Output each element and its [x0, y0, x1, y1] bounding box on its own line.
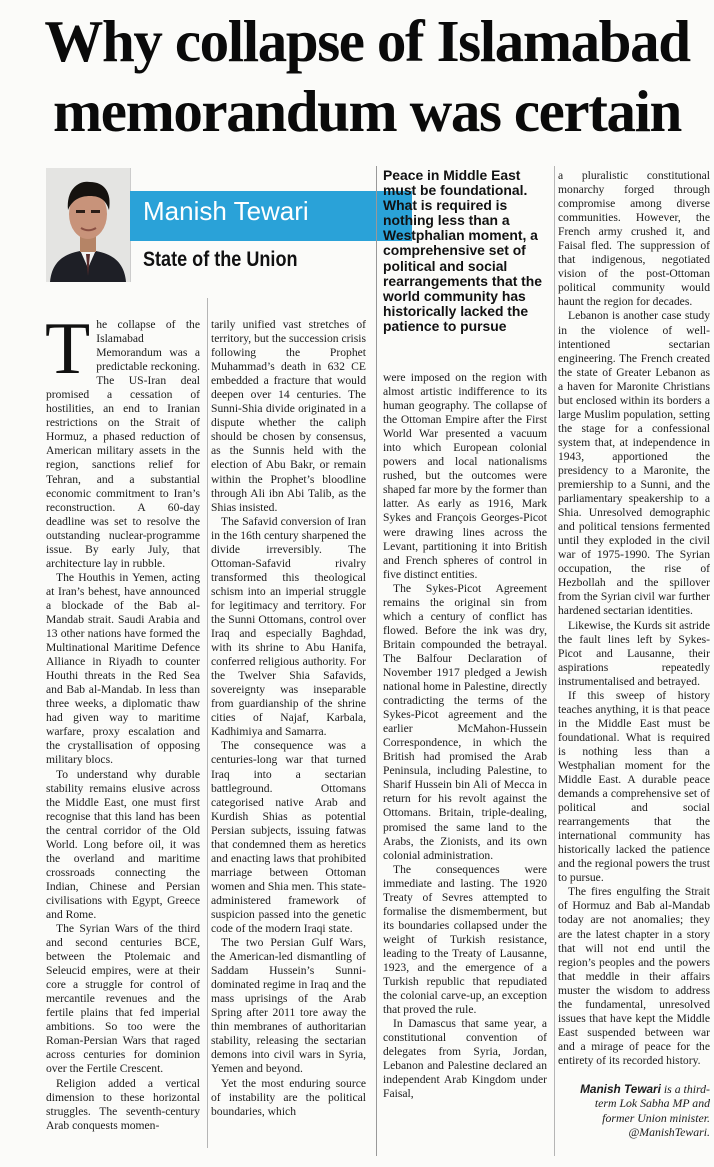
article-paragraph-continued: were imposed on the region with almost artistic indifference to its human geography. The collapse of the Ottoman Empire after the First World War presented a vacuum into which European colonial powers and local nationalisms rushed, but the outcomes were shaped far more by the former than latter. As early as 1916, Mark Sykes and François Georges-Picot were drawing lines across the Levant, partitioning it into British and French spheres of control in five distinct entities.	[383, 371, 547, 581]
article-paragraph: To understand why durable stability remains elusive across the Middle East, one must first recognise that this land has been the central corridor of the Old World. Long before oil, it was the overland and maritime crossroads connecting the Indian, Chinese and Persian civilisations with Egypt, Greece and Rome.	[46, 767, 200, 921]
article-column-3	[383, 371, 547, 1101]
article-paragraph: The Houthis in Yemen, acting at Iran’s behest, have announced a blockade of the Bab al-Mandab strait. Saudi Arabia and 13 other nations have formed the Multinational Maritime Defence Alliance in Riyadh to counter Houthi threats in the Red Sea and Bab al-Mandab. In less than three weeks, a diplomatic thaw had given way to maritime warfare, proxy escalation and the crystallisation of opposing military blocs.	[46, 570, 200, 767]
article-paragraph: The collapse of the Islamabad Memorandum was a predictable reckoning. The US-Iran deal promised a cessation of hostilities, an end to Iranian restrictions on the Strait of Hormuz, a phased reduction of American military assets in the region, sanctions relief for Tehran, and a substantial economic commitment to Iran’s reconstruction. A 60-day deadline was set to resolve the outstanding nuclear-programme issue. By early July, that architecture lay in rubble.	[45, 308, 200, 570]
article-paragraph	[46, 1077, 200, 1133]
signature-bio: is a third-term Lok Sabha MP and former Union minister.	[594, 1082, 710, 1125]
pull-quote: Peace in Middle East must be foundational. What is required is nothing less than a Westphalian moment, a comprehensive set of political and social rearrangements that the world community has historically lacked the patience to pursue	[383, 167, 543, 334]
article-paragraph: The Syrian Wars of the third and second centuries BCE, between the Ptolemaic and Seleucid empires, were at their core a struggle for control of mercantile revenues and the fertile plains that fed imperial ambitions. So too were the Roman-Persian Wars that raged across centuries for dominion over the Fertile Crescent.	[46, 922, 200, 1076]
headline	[22, 6, 712, 146]
column-divider	[207, 298, 208, 1148]
headline-line-1: Why collapse of Islamabad	[44, 8, 690, 74]
author-signature	[560, 1082, 710, 1140]
byline-box	[46, 168, 364, 283]
article-paragraph: The two Persian Gulf Wars, the American-led dismantling of Saddam Hussein’s Sunni-dominated regime in Iraq and the mass uprisings of the Arab Spring after 2011 tore away the thin membranes of authoritarian stability, releasing the sectarian demons into civil wars in Syria, Yemen and beyond.	[211, 936, 366, 1076]
author-photo	[46, 168, 131, 282]
article-column-2	[211, 318, 366, 1119]
article-paragraph: Lebanon is another case study in the violence of well-intentioned sectarian engineering. The French created the state of Greater Lebanon as a haven for Maronite Christians but enclosed within its borders a large Muslim population, setting the stage for a confessional system that, at independence in 1943, apportioned the presidency to a Maronite, the premiership to a Sunni, and the parliamentary speakership to a Shia. Unresolved demographic and political tensions fermented until they exploded in the civil war of 1975-1990. The Syrian occupation, the rise of Hezbollah and the spillover from the Syrian civil war further hardened sectarian identities.	[558, 309, 710, 618]
article-paragraph: In Damascus that same year, a constitutional convention of delegates from Syria, Jordan, Lebanon and Palestine declared an independent Arab Kingdom under Faisal,	[383, 1017, 547, 1101]
article-paragraph: The consequences were immediate and lasting. The 1920 Treaty of Sevres attempted to formalise the dismemberment, but its boundaries collapsed under the weight of Turkish resistance, leading to the Treaty of Lausanne, 1923, and the emergence of a Turkish republic that repudiated the colonial carve-up, an exception that proved the rule.	[383, 862, 547, 1017]
signature-handle: @ManishTewari.	[628, 1125, 710, 1140]
column-name: State of the Union	[143, 248, 298, 271]
article-paragraph: Yet the most enduring source of instability are the political boundaries, which	[211, 1076, 366, 1118]
article-paragraph: The consequence was a centuries-long war that turned Iraq into a sectarian battleground. Ottomans categorised native Arab and Kurdish Shias as potential Persian subjects, issuing fatwas that condemned them as heretics and enacting laws that prohibited marriage between Ottoman women and Shia men. This state-administered framework of suspicion passed into the genetic code of the modern Iraqi state.	[211, 739, 366, 936]
article-paragraph: Likewise, the Kurds sit astride the fault lines left by Sykes-Picot and Lausanne, their aspirations repeatedly instrumentalised and betrayed.	[558, 618, 710, 688]
column-divider	[376, 166, 377, 1156]
article-paragraph-continued: a pluralistic constitutional monarchy forged through compromise among diverse communities. However, the French army crushed it, and Faisal fled. The suppression of that indigenous, negotiated vision of the post-Ottoman political community would haunt the region for decades.	[558, 169, 710, 309]
column-divider	[554, 166, 555, 1156]
article-paragraph: The fires engulfing the Strait of Hormuz and Bab al-Mandab today are not anomalies; they are the latest chapter in a story that will not end until the region’s peoples and the powers that meddle in their affairs muster the wisdom to address the fundamental, unresolved issues that have kept the Middle East suspended between war and a mirage of peace for the entirety of its recorded history.	[558, 885, 710, 1067]
article-column-1	[45, 308, 200, 1133]
article-paragraph: If this sweep of history teaches anything, it is that peace in the Middle East must be foundational. What is required is nothing less than a Westphalian moment for the Middle East. A durable peace demands a comprehensive set of political and social rearrangements that the international community has historically lacked the patience and the regional powers the trust to pursue.	[558, 688, 710, 885]
author-portrait-image	[46, 168, 130, 282]
article-paragraph: The Sykes-Picot Agreement remains the original sin from which a century of conflict has flowed. Before the ink was dry, Britain compounded the betrayal. The Balfour Declaration of November 1917 pledged a Jewish national home in Palestine, directly contradicting the terms of the Sykes-Picot agreement and the earlier McMahon-Hussein Correspondence, in which the British had promised the Arab Peninsula, including Palestine, to Sharif Hussein bin Ali of Mecca in return for his revolt against the Ottomans. Britain, triple-dealing, promised the same land to the Arabs, the Zionists, and its own colonial administration.	[383, 581, 547, 862]
paragraph-part: Religion added a vertical dimension to these horizontal struggles. The seventh-century Arab conquests momen-	[46, 1076, 200, 1132]
headline-line-2: memorandum was certain	[53, 78, 681, 144]
author-name: Manish Tewari	[143, 196, 309, 226]
signature-name: Manish Tewari	[580, 1082, 661, 1096]
drop-cap: T	[45, 308, 91, 390]
article-column-4	[558, 169, 710, 1068]
article-paragraph: The Safavid conversion of Iran in the 16th century sharpened the divide irreversibly. The Ottoman-Safavid rivalry transformed this theological schism into an imperial struggle for legitimacy and territory. For the Sunni Ottomans, control over Iraq and especially Baghdad, with its shrine to Abu Hanifa, conferred religious authority. For the Twelver Shia Safavids, sovereignty was inseparable from guardianship of the shrine cities of Najaf, Karbala, Kadhimiya and Samarra.	[211, 514, 366, 739]
article-paragraph-continued: tarily unified vast stretches of territory, but the succession crisis following the Prophet Muhammad’s death in 632 CE embedded a fracture that would deepen over 14 centuries. The Sunni-Shia divide originated in a dispute whether the caliph should be chosen by consensus, as the Sunnis held with the election of Abu Bakr, or remain within the Prophet’s bloodline through Ali ibn Abi Talib, as the Shias insisted.	[211, 318, 366, 514]
